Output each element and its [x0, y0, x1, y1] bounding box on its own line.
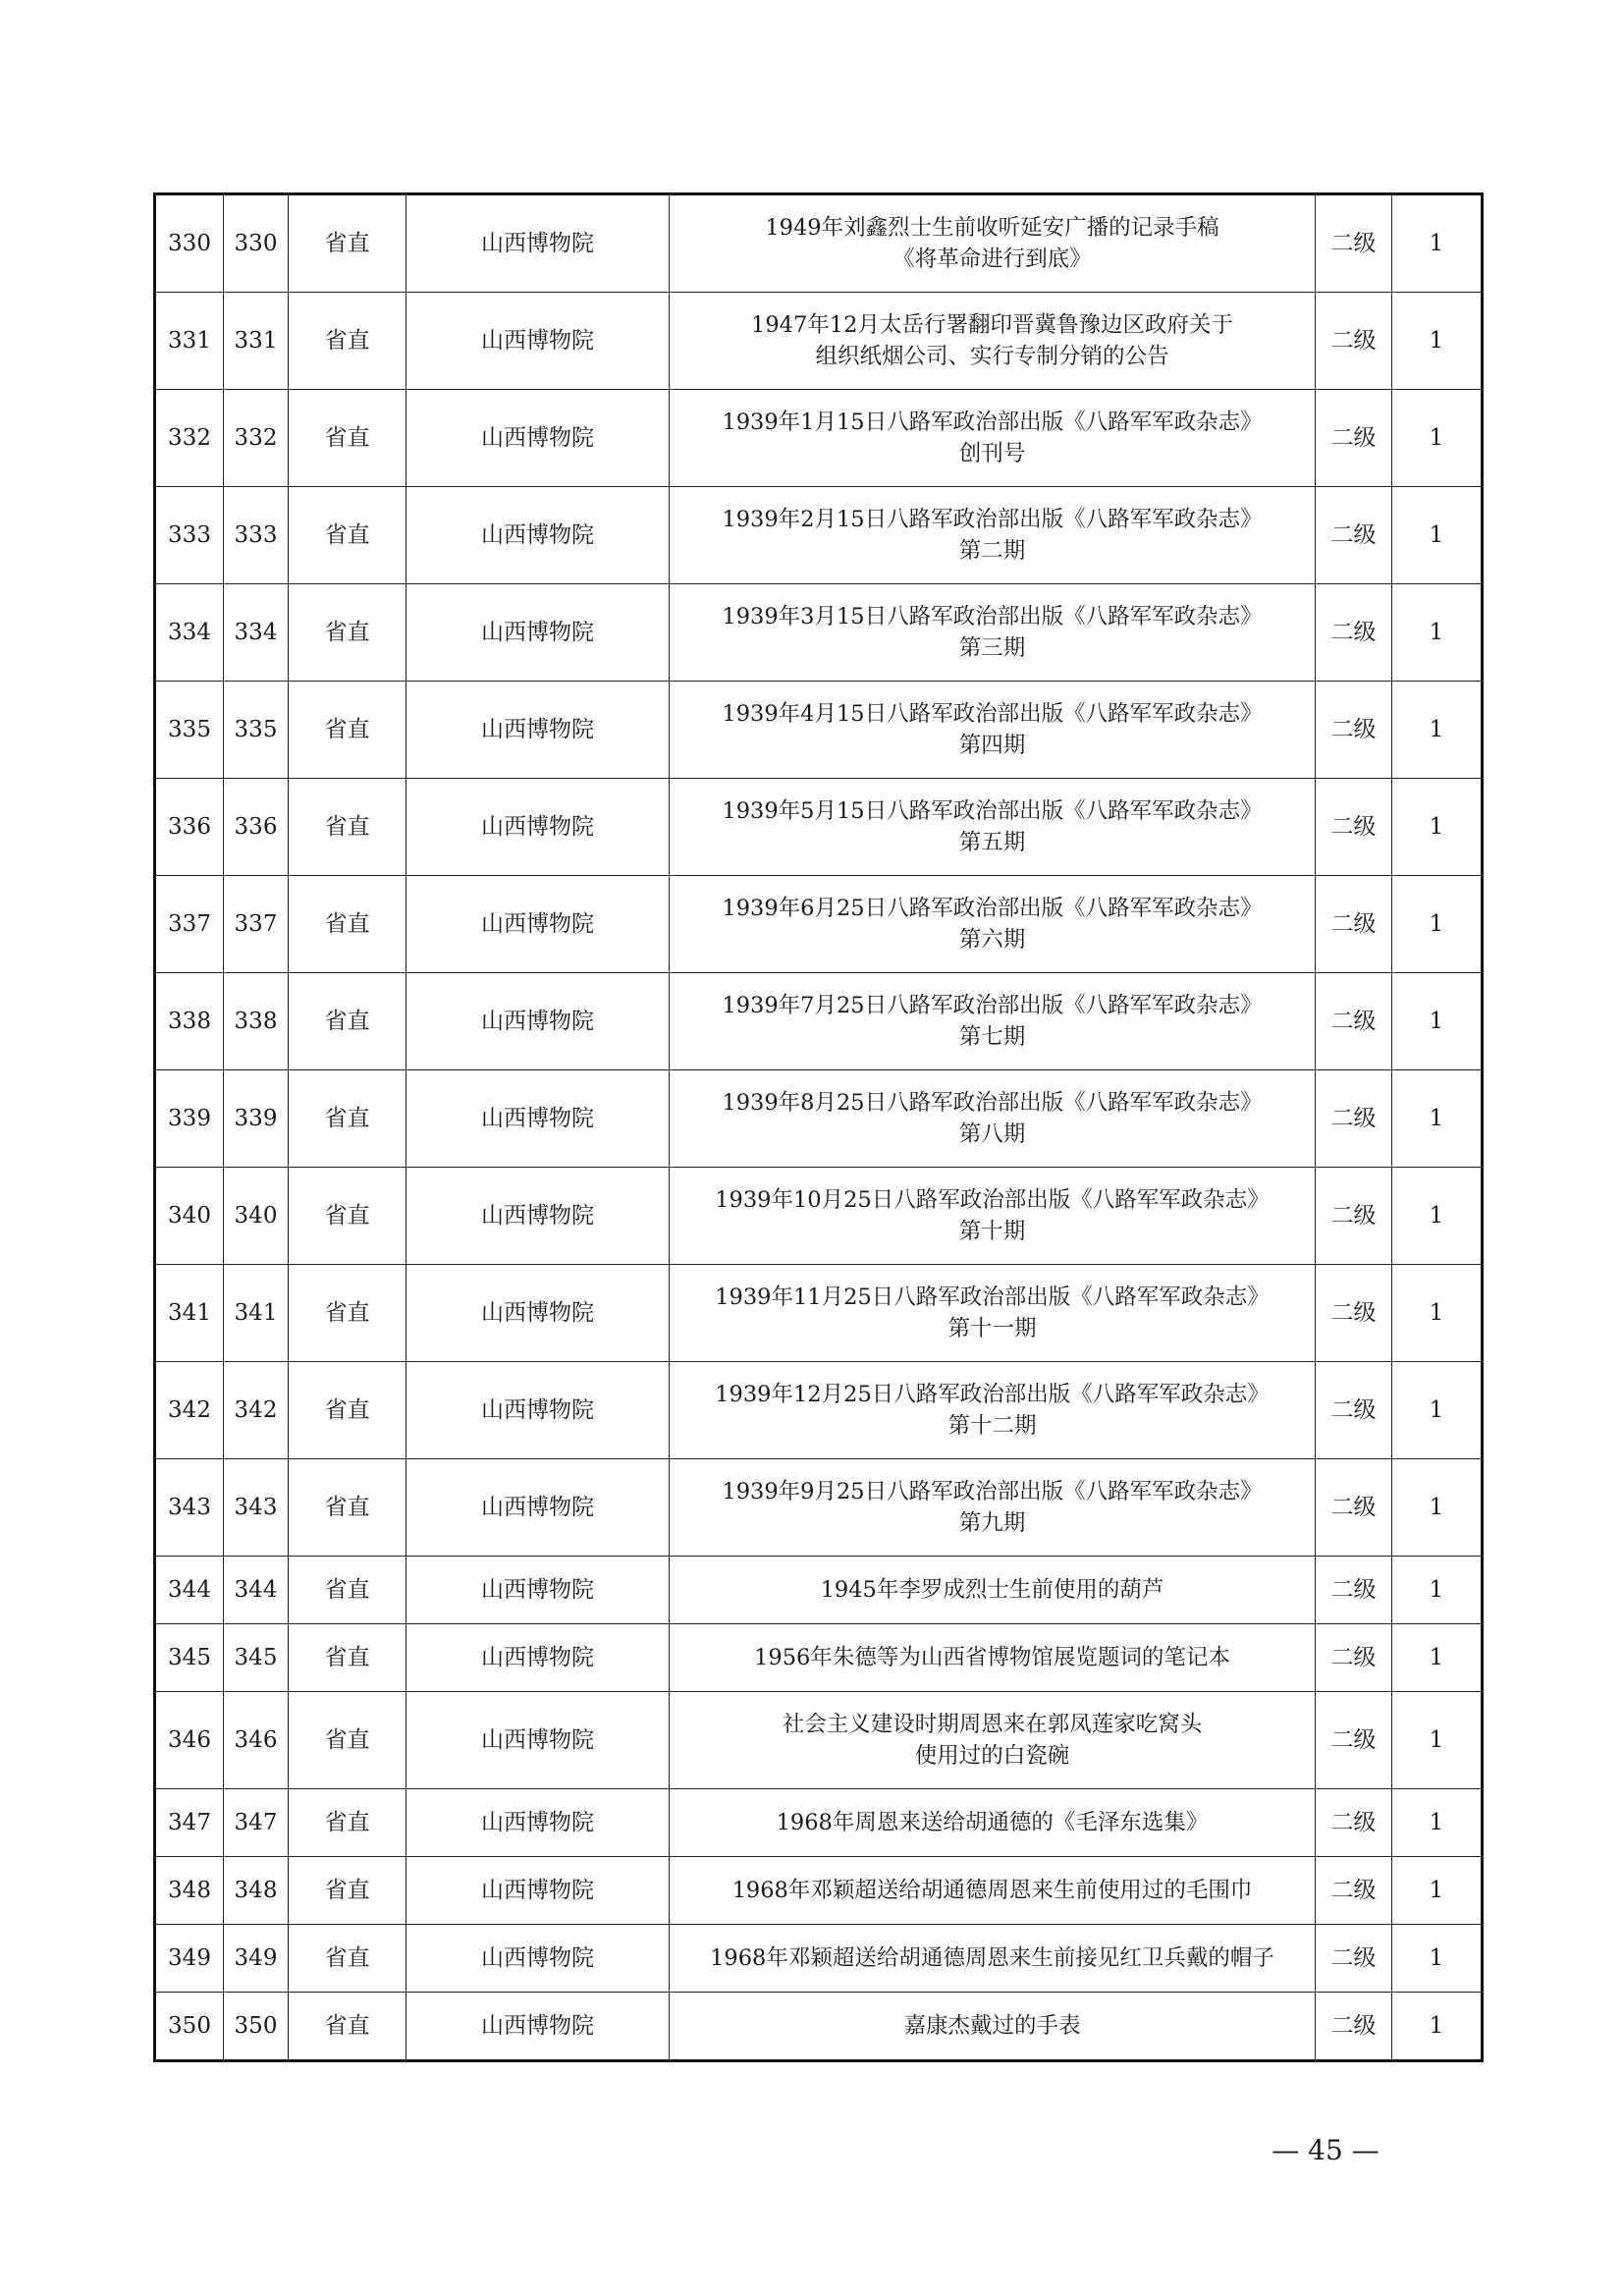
relic-name-line: 1939年11月25日八路军政治部出版《八路军军政杂志》: [715, 1285, 1270, 1310]
unit-cell: 山西博物院: [406, 973, 670, 1070]
seq-cell: 342: [155, 1362, 224, 1459]
relic-name-line: 第三期: [958, 635, 1026, 661]
table-body: [155, 194, 1483, 2061]
table-row: [155, 194, 1483, 293]
grade-cell: 二级: [1316, 390, 1392, 487]
table-row: [155, 1459, 1483, 1557]
table-row: [155, 1168, 1483, 1265]
count-cell: 1: [1392, 1265, 1483, 1362]
num-cell: 347: [224, 1789, 289, 1857]
relic-name-line: 组织纸烟公司、实行专制分销的公告: [815, 344, 1169, 369]
relic-name-line: 第七期: [958, 1024, 1026, 1050]
relic-name-line: 1956年朱德等为山西省博物馆展览题词的笔记本: [754, 1645, 1230, 1670]
count-cell: 1: [1392, 1070, 1483, 1168]
grade-cell: 二级: [1316, 1925, 1392, 1993]
seq-cell: 343: [155, 1459, 224, 1557]
relic-name-line: 嘉康杰戴过的手表: [903, 2013, 1081, 2039]
name-cell: [670, 1070, 1316, 1168]
count-cell: 1: [1392, 390, 1483, 487]
level-cell: 省直: [289, 1557, 406, 1624]
seq-cell: 348: [155, 1857, 224, 1925]
num-cell: 342: [224, 1362, 289, 1459]
num-cell: 330: [224, 194, 289, 293]
seq-cell: 347: [155, 1789, 224, 1857]
table-row: [155, 1692, 1483, 1789]
seq-cell: 339: [155, 1070, 224, 1168]
relic-name-line: 创刊号: [958, 441, 1026, 466]
count-cell: 1: [1392, 487, 1483, 584]
count-cell: 1: [1392, 584, 1483, 682]
unit-cell: 山西博物院: [406, 779, 670, 876]
table-row: [155, 584, 1483, 682]
seq-cell: 346: [155, 1692, 224, 1789]
seq-cell: 335: [155, 682, 224, 779]
num-cell: 331: [224, 293, 289, 390]
grade-cell: 二级: [1316, 1362, 1392, 1459]
level-cell: 省直: [289, 973, 406, 1070]
seq-cell: 338: [155, 973, 224, 1070]
table-row: [155, 1070, 1483, 1168]
grade-cell: 二级: [1316, 1789, 1392, 1857]
count-cell: 1: [1392, 1362, 1483, 1459]
level-cell: 省直: [289, 194, 406, 293]
table-row: [155, 487, 1483, 584]
table-row: [155, 1857, 1483, 1925]
relic-name-line: 第十二期: [947, 1413, 1037, 1439]
grade-cell: 二级: [1316, 1692, 1392, 1789]
level-cell: 省直: [289, 1362, 406, 1459]
num-cell: 341: [224, 1265, 289, 1362]
grade-cell: 二级: [1316, 1857, 1392, 1925]
count-cell: 1: [1392, 779, 1483, 876]
grade-cell: 二级: [1316, 682, 1392, 779]
unit-cell: 山西博物院: [406, 1070, 670, 1168]
relic-name-line: 1947年12月太岳行署翻印晋冀鲁豫边区政府关于: [751, 312, 1233, 338]
relic-name-line: 1939年5月15日八路军政治部出版《八路军军政杂志》: [722, 798, 1263, 824]
seq-cell: 345: [155, 1624, 224, 1692]
count-cell: 1: [1392, 1993, 1483, 2061]
seq-cell: 330: [155, 194, 224, 293]
grade-cell: 二级: [1316, 1459, 1392, 1557]
level-cell: 省直: [289, 1993, 406, 2061]
name-cell: [670, 682, 1316, 779]
num-cell: 333: [224, 487, 289, 584]
count-cell: 1: [1392, 1168, 1483, 1265]
table-row: [155, 1557, 1483, 1624]
seq-cell: 350: [155, 1993, 224, 2061]
num-cell: 340: [224, 1168, 289, 1265]
relic-name-line: 1939年3月15日八路军政治部出版《八路军军政杂志》: [722, 604, 1263, 629]
grade-cell: 二级: [1316, 973, 1392, 1070]
level-cell: 省直: [289, 682, 406, 779]
relic-name-line: 第五期: [958, 830, 1026, 855]
name-cell: [670, 876, 1316, 973]
relic-name-line: 《将革命进行到底》: [893, 246, 1092, 272]
unit-cell: 山西博物院: [406, 1557, 670, 1624]
unit-cell: 山西博物院: [406, 1168, 670, 1265]
relic-name-line: 1968年邓颖超送给胡通德周恩来生前使用过的毛围巾: [731, 1878, 1253, 1903]
grade-cell: 二级: [1316, 1265, 1392, 1362]
num-cell: 349: [224, 1925, 289, 1993]
grade-cell: 二级: [1316, 779, 1392, 876]
count-cell: 1: [1392, 876, 1483, 973]
seq-cell: 344: [155, 1557, 224, 1624]
table-row: [155, 1993, 1483, 2061]
level-cell: 省直: [289, 293, 406, 390]
relic-name-line: 第九期: [958, 1510, 1026, 1536]
grade-cell: 二级: [1316, 487, 1392, 584]
level-cell: 省直: [289, 390, 406, 487]
count-cell: 1: [1392, 1692, 1483, 1789]
level-cell: 省直: [289, 876, 406, 973]
relic-name-line: 1968年周恩来送给胡通德的《毛泽东选集》: [776, 1810, 1209, 1835]
unit-cell: 山西博物院: [406, 876, 670, 973]
seq-cell: 341: [155, 1265, 224, 1362]
name-cell: [670, 1993, 1316, 2061]
level-cell: 省直: [289, 779, 406, 876]
count-cell: 1: [1392, 1789, 1483, 1857]
seq-cell: 333: [155, 487, 224, 584]
unit-cell: 山西博物院: [406, 1624, 670, 1692]
seq-cell: 336: [155, 779, 224, 876]
name-cell: [670, 390, 1316, 487]
page-number: — 45 —: [1271, 2134, 1380, 2166]
unit-cell: 山西博物院: [406, 390, 670, 487]
level-cell: 省直: [289, 1070, 406, 1168]
count-cell: 1: [1392, 293, 1483, 390]
relic-name-line: 1939年4月15日八路军政治部出版《八路军军政杂志》: [722, 701, 1263, 727]
num-cell: 343: [224, 1459, 289, 1557]
relic-list-table: [153, 192, 1484, 2062]
name-cell: [670, 1624, 1316, 1692]
relic-name-line: 第十期: [958, 1219, 1026, 1244]
seq-cell: 340: [155, 1168, 224, 1265]
unit-cell: 山西博物院: [406, 1692, 670, 1789]
level-cell: 省直: [289, 1692, 406, 1789]
name-cell: [670, 293, 1316, 390]
name-cell: [670, 1168, 1316, 1265]
level-cell: 省直: [289, 1789, 406, 1857]
table-row: [155, 1925, 1483, 1993]
level-cell: 省直: [289, 1265, 406, 1362]
count-cell: 1: [1392, 1925, 1483, 1993]
num-cell: 350: [224, 1993, 289, 2061]
level-cell: 省直: [289, 487, 406, 584]
name-cell: [670, 584, 1316, 682]
grade-cell: 二级: [1316, 1624, 1392, 1692]
table-row: [155, 682, 1483, 779]
seq-cell: 337: [155, 876, 224, 973]
name-cell: [670, 1265, 1316, 1362]
unit-cell: 山西博物院: [406, 487, 670, 584]
table-row: [155, 1789, 1483, 1857]
level-cell: 省直: [289, 1168, 406, 1265]
relic-name-line: 1939年12月25日八路军政治部出版《八路军军政杂志》: [715, 1382, 1270, 1407]
relic-name-line: 使用过的白瓷碗: [914, 1743, 1070, 1769]
relic-name-line: 第二期: [958, 538, 1026, 564]
relic-name-line: 社会主义建设时期周恩来在郭凤莲家吃窝头: [782, 1712, 1203, 1737]
level-cell: 省直: [289, 1857, 406, 1925]
count-cell: 1: [1392, 1459, 1483, 1557]
unit-cell: 山西博物院: [406, 1362, 670, 1459]
relic-name-line: 第八期: [958, 1121, 1026, 1147]
num-cell: 337: [224, 876, 289, 973]
count-cell: 1: [1392, 1557, 1483, 1624]
relic-name-line: 1939年2月15日八路军政治部出版《八路军军政杂志》: [722, 507, 1263, 532]
unit-cell: 山西博物院: [406, 1459, 670, 1557]
num-cell: 338: [224, 973, 289, 1070]
grade-cell: 二级: [1316, 194, 1392, 293]
relic-name-line: 1945年李罗成烈士生前使用的葫芦: [820, 1577, 1164, 1603]
grade-cell: 二级: [1316, 1557, 1392, 1624]
unit-cell: 山西博物院: [406, 1925, 670, 1993]
name-cell: [670, 1925, 1316, 1993]
unit-cell: 山西博物院: [406, 682, 670, 779]
num-cell: 336: [224, 779, 289, 876]
table-row: [155, 1624, 1483, 1692]
num-cell: 335: [224, 682, 289, 779]
name-cell: [670, 1789, 1316, 1857]
grade-cell: 二级: [1316, 293, 1392, 390]
num-cell: 344: [224, 1557, 289, 1624]
unit-cell: 山西博物院: [406, 1857, 670, 1925]
level-cell: 省直: [289, 1925, 406, 1993]
name-cell: [670, 779, 1316, 876]
unit-cell: 山西博物院: [406, 584, 670, 682]
level-cell: 省直: [289, 1624, 406, 1692]
relic-name-line: 1939年9月25日八路军政治部出版《八路军军政杂志》: [722, 1479, 1263, 1504]
seq-cell: 331: [155, 293, 224, 390]
seq-cell: 334: [155, 584, 224, 682]
relic-name-line: 1939年8月25日八路军政治部出版《八路军军政杂志》: [722, 1090, 1263, 1116]
count-cell: 1: [1392, 682, 1483, 779]
name-cell: [670, 1459, 1316, 1557]
relic-name-line: 第四期: [958, 733, 1026, 758]
name-cell: [670, 1692, 1316, 1789]
seq-cell: 332: [155, 390, 224, 487]
count-cell: 1: [1392, 1857, 1483, 1925]
relic-name-line: 1939年6月25日八路军政治部出版《八路军军政杂志》: [722, 896, 1263, 921]
name-cell: [670, 194, 1316, 293]
relic-name-line: 1939年10月25日八路军政治部出版《八路军军政杂志》: [715, 1187, 1270, 1213]
table-row: [155, 1362, 1483, 1459]
name-cell: [670, 1857, 1316, 1925]
level-cell: 省直: [289, 584, 406, 682]
relic-name-line: 1949年刘鑫烈士生前收听延安广播的记录手稿: [765, 215, 1219, 241]
relic-name-line: 第六期: [958, 927, 1026, 953]
grade-cell: 二级: [1316, 584, 1392, 682]
num-cell: 332: [224, 390, 289, 487]
table-row: [155, 779, 1483, 876]
relic-name-line: 1968年邓颖超送给胡通德周恩来生前接见红卫兵戴的帽子: [710, 1945, 1274, 1971]
table-row: [155, 876, 1483, 973]
seq-cell: 349: [155, 1925, 224, 1993]
name-cell: [670, 487, 1316, 584]
num-cell: 345: [224, 1624, 289, 1692]
num-cell: 346: [224, 1692, 289, 1789]
table-row: [155, 390, 1483, 487]
unit-cell: 山西博物院: [406, 1993, 670, 2061]
relic-name-line: 第十一期: [947, 1316, 1037, 1341]
count-cell: 1: [1392, 973, 1483, 1070]
level-cell: 省直: [289, 1459, 406, 1557]
num-cell: 334: [224, 584, 289, 682]
count-cell: 1: [1392, 1624, 1483, 1692]
table-row: [155, 1265, 1483, 1362]
grade-cell: 二级: [1316, 1993, 1392, 2061]
name-cell: [670, 1557, 1316, 1624]
num-cell: 348: [224, 1857, 289, 1925]
relic-name-line: 1939年7月25日八路军政治部出版《八路军军政杂志》: [722, 993, 1263, 1018]
grade-cell: 二级: [1316, 876, 1392, 973]
grade-cell: 二级: [1316, 1070, 1392, 1168]
unit-cell: 山西博物院: [406, 1789, 670, 1857]
unit-cell: 山西博物院: [406, 194, 670, 293]
unit-cell: 山西博物院: [406, 1265, 670, 1362]
table-row: [155, 293, 1483, 390]
grade-cell: 二级: [1316, 1168, 1392, 1265]
relic-name-line: 1939年1月15日八路军政治部出版《八路军军政杂志》: [722, 410, 1263, 435]
name-cell: [670, 973, 1316, 1070]
table-row: [155, 973, 1483, 1070]
unit-cell: 山西博物院: [406, 293, 670, 390]
name-cell: [670, 1362, 1316, 1459]
num-cell: 339: [224, 1070, 289, 1168]
count-cell: 1: [1392, 194, 1483, 293]
